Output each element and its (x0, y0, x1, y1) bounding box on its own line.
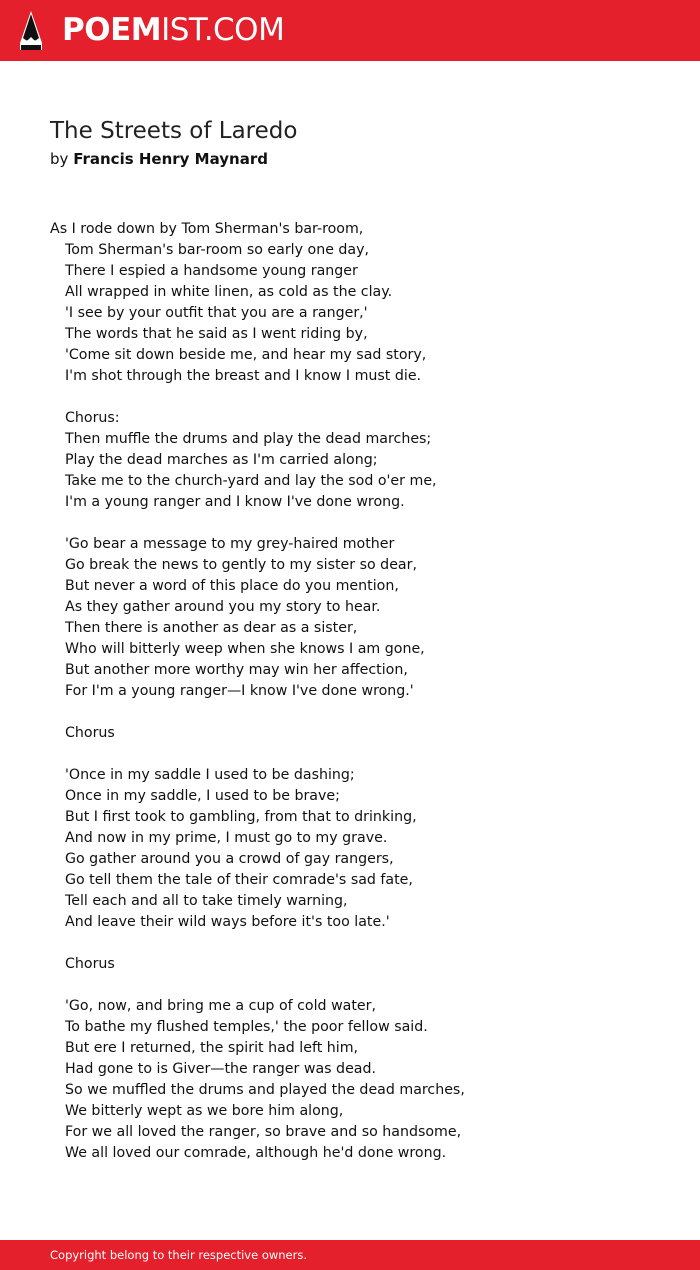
poem-line: Chorus: (65, 410, 120, 426)
by-label: by (50, 150, 69, 168)
poem-line: Who will bitterly weep when she knows I am gone, (65, 641, 425, 657)
footer-bar (0, 1240, 700, 1270)
poem-line: All wrapped in white linen, as cold as the clay. (65, 284, 393, 300)
poem-line: Then muffle the drums and play the dead marches; (65, 431, 432, 447)
poem-line: And now in my prime, I must go to my grave. (65, 830, 388, 846)
poem-line (50, 387, 670, 408)
poem-line: I'm shot through the breast and I know I must die. (65, 368, 422, 384)
poem-line (50, 702, 670, 723)
pencil-tip-icon (18, 10, 44, 52)
poem-line: We bitterly wept as we bore him along, (65, 1103, 344, 1119)
poem-line (50, 513, 670, 534)
poem-line: Had gone to is Giver—the ranger was dead. (65, 1061, 377, 1077)
poem-line: For I'm a young ranger—I know I've done wrong.' (65, 683, 414, 699)
poem-title: The Streets of Laredo (50, 118, 298, 144)
poem-line: Tom Sherman's bar-room so early one day, (65, 242, 370, 258)
poem-line: As they gather around you my story to hear. (65, 599, 381, 615)
poem-line: There I espied a handsome young ranger (65, 263, 358, 279)
poem-line: 'I see by your outfit that you are a ranger,' (65, 305, 368, 321)
poem-line: 'Come sit down beside me, and hear my sad story, (65, 347, 427, 363)
poem-line (50, 975, 670, 996)
poem-line: Go tell them the tale of their comrade's sad fate, (65, 872, 413, 888)
brand-bold-text: POEM (62, 12, 162, 48)
brand-logo-text (62, 12, 284, 48)
poem-line: To bathe my flushed temples,' the poor fellow said. (65, 1019, 428, 1035)
poem-line: Take me to the church-yard and lay the sod o'er me, (65, 473, 437, 489)
header-bar (0, 0, 700, 61)
poem-line: Chorus (65, 725, 115, 741)
poem-line: We all loved our comrade, although he'd done wrong. (65, 1145, 447, 1161)
poem-body (50, 219, 670, 1164)
poem-line: And leave their wild ways before it's too late.' (65, 914, 390, 930)
poem-line: But never a word of this place do you mention, (65, 578, 399, 594)
copyright-text: Copyright belong to their respective owners. (50, 1248, 308, 1262)
poem-author[interactable]: Francis Henry Maynard (73, 150, 268, 168)
poem-line: Play the dead marches as I'm carried along; (65, 452, 378, 468)
poem-line: I'm a young ranger and I know I've done wrong. (65, 494, 405, 510)
brand-light-text: IST.COM (161, 12, 285, 48)
poem-line (50, 744, 670, 765)
poem-line: But another more worthy may win her affection, (65, 662, 408, 678)
poem-line: The words that he said as I went riding by, (65, 326, 368, 342)
poem-line: For we all loved the ranger, so brave and so handsome, (65, 1124, 462, 1140)
poem-line: Chorus (65, 956, 115, 972)
poem-line: Go break the news to gently to my sister so dear, (65, 557, 417, 573)
poem-line: So we muffled the drums and played the dead marches, (65, 1082, 465, 1098)
poem-byline (50, 148, 268, 170)
poem-line: Tell each and all to take timely warning, (65, 893, 348, 909)
poem-line: 'Go, now, and bring me a cup of cold water, (65, 998, 377, 1014)
poem-line: But ere I returned, the spirit had left him, (65, 1040, 359, 1056)
poem-line: Then there is another as dear as a sister, (65, 620, 358, 636)
poem-line: But I first took to gambling, from that to drinking, (65, 809, 417, 825)
poem-line: 'Once in my saddle I used to be dashing; (65, 767, 355, 783)
poem-line: Once in my saddle, I used to be brave; (65, 788, 340, 804)
poem-line (50, 933, 670, 954)
poem-line: Go gather around you a crowd of gay rangers, (65, 851, 394, 867)
poem-line: As I rode down by Tom Sherman's bar-room, (50, 221, 364, 237)
poem-line: 'Go bear a message to my grey-haired mother (65, 536, 395, 552)
